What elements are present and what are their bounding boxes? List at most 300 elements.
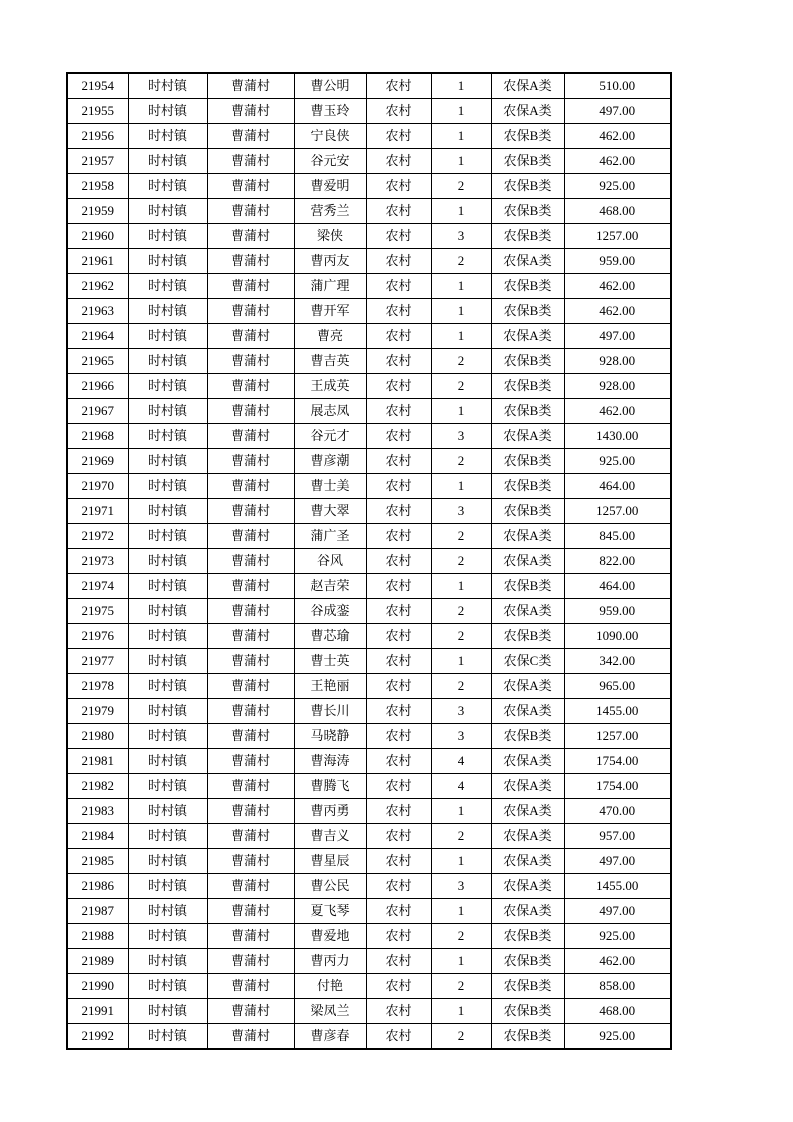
table-cell: 农保B类 xyxy=(491,1024,564,1050)
table-cell: 农村 xyxy=(366,124,431,149)
table-cell: 21957 xyxy=(67,149,128,174)
table-cell: 21981 xyxy=(67,749,128,774)
table-cell: 21970 xyxy=(67,474,128,499)
table-cell: 谷成銮 xyxy=(294,599,366,624)
table-cell: 925.00 xyxy=(564,449,671,474)
table-cell: 时村镇 xyxy=(128,524,207,549)
subsidy-table-body xyxy=(67,73,671,1049)
table-cell: 展志凤 xyxy=(294,399,366,424)
table-cell: 农保A类 xyxy=(491,324,564,349)
table-cell: 21960 xyxy=(67,224,128,249)
table-cell: 农保B类 xyxy=(491,299,564,324)
table-row xyxy=(67,174,671,199)
table-cell: 时村镇 xyxy=(128,724,207,749)
table-cell: 21977 xyxy=(67,649,128,674)
table-cell: 曹海涛 xyxy=(294,749,366,774)
table-cell: 农村 xyxy=(366,774,431,799)
table-cell: 农村 xyxy=(366,899,431,924)
table-cell: 农保A类 xyxy=(491,424,564,449)
table-cell: 曹蒲村 xyxy=(207,449,294,474)
table-cell: 曹爱地 xyxy=(294,924,366,949)
table-cell: 21964 xyxy=(67,324,128,349)
table-row xyxy=(67,749,671,774)
table-cell: 农保B类 xyxy=(491,274,564,299)
table-cell: 农保A类 xyxy=(491,899,564,924)
table-cell: 农保B类 xyxy=(491,949,564,974)
table-cell: 3 xyxy=(431,499,491,524)
table-cell: 1090.00 xyxy=(564,624,671,649)
table-cell: 2 xyxy=(431,599,491,624)
table-cell: 农保A类 xyxy=(491,874,564,899)
table-cell: 曹蒲村 xyxy=(207,824,294,849)
table-cell: 时村镇 xyxy=(128,73,207,99)
table-cell: 时村镇 xyxy=(128,974,207,999)
table-cell: 462.00 xyxy=(564,299,671,324)
table-cell: 2 xyxy=(431,174,491,199)
table-cell: 谷风 xyxy=(294,549,366,574)
table-row xyxy=(67,624,671,649)
table-row xyxy=(67,824,671,849)
table-row xyxy=(67,524,671,549)
table-cell: 曹士英 xyxy=(294,649,366,674)
table-cell: 时村镇 xyxy=(128,799,207,824)
table-cell: 845.00 xyxy=(564,524,671,549)
table-cell: 农保B类 xyxy=(491,474,564,499)
table-cell: 农村 xyxy=(366,73,431,99)
table-cell: 农保A类 xyxy=(491,599,564,624)
table-row xyxy=(67,974,671,999)
table-cell: 农村 xyxy=(366,974,431,999)
table-cell: 时村镇 xyxy=(128,399,207,424)
table-cell: 462.00 xyxy=(564,949,671,974)
table-cell: 1 xyxy=(431,999,491,1024)
table-cell: 曹蒲村 xyxy=(207,574,294,599)
table-cell: 1 xyxy=(431,124,491,149)
table-cell: 曹蒲村 xyxy=(207,149,294,174)
table-cell: 3 xyxy=(431,874,491,899)
table-cell: 农保A类 xyxy=(491,674,564,699)
table-cell: 曹蒲村 xyxy=(207,924,294,949)
table-cell: 曹蒲村 xyxy=(207,949,294,974)
table-row xyxy=(67,274,671,299)
table-cell: 农村 xyxy=(366,549,431,574)
table-cell: 时村镇 xyxy=(128,924,207,949)
table-cell: 农村 xyxy=(366,349,431,374)
table-cell: 农村 xyxy=(366,224,431,249)
table-row xyxy=(67,774,671,799)
table-cell: 21966 xyxy=(67,374,128,399)
table-cell: 曹丙友 xyxy=(294,249,366,274)
table-cell: 21963 xyxy=(67,299,128,324)
table-cell: 462.00 xyxy=(564,124,671,149)
table-cell: 曹蒲村 xyxy=(207,474,294,499)
table-cell: 曹长川 xyxy=(294,699,366,724)
table-cell: 1455.00 xyxy=(564,874,671,899)
table-cell: 21967 xyxy=(67,399,128,424)
table-cell: 曹蒲村 xyxy=(207,599,294,624)
table-row xyxy=(67,874,671,899)
table-cell: 925.00 xyxy=(564,924,671,949)
table-cell: 1 xyxy=(431,199,491,224)
table-cell: 农保A类 xyxy=(491,849,564,874)
table-cell: 农村 xyxy=(366,849,431,874)
table-cell: 农村 xyxy=(366,149,431,174)
table-row xyxy=(67,999,671,1024)
table-cell: 梁侠 xyxy=(294,224,366,249)
table-cell: 农村 xyxy=(366,424,431,449)
table-cell: 1 xyxy=(431,274,491,299)
table-cell: 1 xyxy=(431,849,491,874)
table-cell: 王成英 xyxy=(294,374,366,399)
table-cell: 农保A类 xyxy=(491,249,564,274)
table-cell: 2 xyxy=(431,824,491,849)
table-cell: 时村镇 xyxy=(128,574,207,599)
table-cell: 21972 xyxy=(67,524,128,549)
table-cell: 农村 xyxy=(366,924,431,949)
table-cell: 农村 xyxy=(366,274,431,299)
table-cell: 农保B类 xyxy=(491,174,564,199)
table-cell: 曹蒲村 xyxy=(207,649,294,674)
table-cell: 农保A类 xyxy=(491,799,564,824)
table-cell: 1 xyxy=(431,949,491,974)
table-cell: 曹蒲村 xyxy=(207,974,294,999)
table-cell: 4 xyxy=(431,749,491,774)
table-cell: 21990 xyxy=(67,974,128,999)
table-cell: 营秀兰 xyxy=(294,199,366,224)
table-cell: 农村 xyxy=(366,949,431,974)
table-row xyxy=(67,849,671,874)
table-cell: 822.00 xyxy=(564,549,671,574)
table-cell: 1430.00 xyxy=(564,424,671,449)
table-cell: 农村 xyxy=(366,599,431,624)
table-cell: 农村 xyxy=(366,99,431,124)
table-cell: 时村镇 xyxy=(128,99,207,124)
table-cell: 曹蒲村 xyxy=(207,174,294,199)
table-cell: 21958 xyxy=(67,174,128,199)
table-cell: 2 xyxy=(431,624,491,649)
table-cell: 曹蒲村 xyxy=(207,324,294,349)
table-cell: 21976 xyxy=(67,624,128,649)
table-cell: 1 xyxy=(431,149,491,174)
table-cell: 2 xyxy=(431,374,491,399)
table-cell: 农保B类 xyxy=(491,924,564,949)
table-cell: 农村 xyxy=(366,574,431,599)
table-cell: 时村镇 xyxy=(128,1024,207,1050)
table-cell: 时村镇 xyxy=(128,324,207,349)
table-cell: 农村 xyxy=(366,674,431,699)
table-cell: 马晓静 xyxy=(294,724,366,749)
table-cell: 曹蒲村 xyxy=(207,799,294,824)
table-cell: 21983 xyxy=(67,799,128,824)
table-cell: 2 xyxy=(431,249,491,274)
table-cell: 21962 xyxy=(67,274,128,299)
table-cell: 农保B类 xyxy=(491,724,564,749)
table-cell: 时村镇 xyxy=(128,449,207,474)
table-cell: 1 xyxy=(431,799,491,824)
table-cell: 21988 xyxy=(67,924,128,949)
table-cell: 470.00 xyxy=(564,799,671,824)
table-cell: 宁良侠 xyxy=(294,124,366,149)
table-cell: 农村 xyxy=(366,324,431,349)
table-cell: 农村 xyxy=(366,724,431,749)
table-cell: 1 xyxy=(431,649,491,674)
table-cell: 夏飞琴 xyxy=(294,899,366,924)
table-cell: 曹蒲村 xyxy=(207,1024,294,1050)
table-cell: 462.00 xyxy=(564,274,671,299)
table-cell: 曹丙勇 xyxy=(294,799,366,824)
table-cell: 1455.00 xyxy=(564,699,671,724)
table-cell: 3 xyxy=(431,724,491,749)
table-cell: 农保B类 xyxy=(491,374,564,399)
table-cell: 曹公民 xyxy=(294,874,366,899)
table-cell: 时村镇 xyxy=(128,899,207,924)
table-cell: 1 xyxy=(431,299,491,324)
table-cell: 1 xyxy=(431,324,491,349)
table-cell: 2 xyxy=(431,924,491,949)
table-cell: 曹蒲村 xyxy=(207,774,294,799)
table-cell: 时村镇 xyxy=(128,274,207,299)
subsidy-table xyxy=(66,72,672,1050)
table-cell: 曹蒲村 xyxy=(207,73,294,99)
table-cell: 农保B类 xyxy=(491,349,564,374)
table-cell: 曹亮 xyxy=(294,324,366,349)
table-cell: 农保A类 xyxy=(491,549,564,574)
table-cell: 曹爱明 xyxy=(294,174,366,199)
table-cell: 4 xyxy=(431,774,491,799)
table-cell: 曹丙力 xyxy=(294,949,366,974)
table-cell: 农村 xyxy=(366,199,431,224)
table-row xyxy=(67,549,671,574)
table-cell: 农村 xyxy=(366,524,431,549)
table-cell: 3 xyxy=(431,224,491,249)
table-row xyxy=(67,924,671,949)
table-cell: 曹彦潮 xyxy=(294,449,366,474)
table-cell: 曹腾飞 xyxy=(294,774,366,799)
table-cell: 858.00 xyxy=(564,974,671,999)
table-cell: 925.00 xyxy=(564,1024,671,1050)
table-cell: 农保B类 xyxy=(491,449,564,474)
table-cell: 农保B类 xyxy=(491,499,564,524)
table-cell: 曹蒲村 xyxy=(207,274,294,299)
table-cell: 农保A类 xyxy=(491,524,564,549)
table-row xyxy=(67,499,671,524)
table-cell: 时村镇 xyxy=(128,174,207,199)
table-cell: 梁凤兰 xyxy=(294,999,366,1024)
table-cell: 曹开军 xyxy=(294,299,366,324)
table-row xyxy=(67,699,671,724)
table-cell: 2 xyxy=(431,449,491,474)
table-cell: 蒲广圣 xyxy=(294,524,366,549)
table-cell: 1257.00 xyxy=(564,224,671,249)
table-cell: 农村 xyxy=(366,399,431,424)
table-cell: 时村镇 xyxy=(128,599,207,624)
table-cell: 21973 xyxy=(67,549,128,574)
table-cell: 曹蒲村 xyxy=(207,724,294,749)
table-cell: 时村镇 xyxy=(128,374,207,399)
table-cell: 曹蒲村 xyxy=(207,699,294,724)
table-cell: 468.00 xyxy=(564,999,671,1024)
table-cell: 曹玉玲 xyxy=(294,99,366,124)
table-cell: 曹蒲村 xyxy=(207,849,294,874)
table-cell: 时村镇 xyxy=(128,674,207,699)
table-cell: 464.00 xyxy=(564,474,671,499)
table-cell: 谷元才 xyxy=(294,424,366,449)
table-cell: 农保B类 xyxy=(491,149,564,174)
table-cell: 时村镇 xyxy=(128,224,207,249)
table-cell: 3 xyxy=(431,424,491,449)
table-cell: 2 xyxy=(431,674,491,699)
table-cell: 农村 xyxy=(366,474,431,499)
table-cell: 21954 xyxy=(67,73,128,99)
table-row xyxy=(67,124,671,149)
table-cell: 曹蒲村 xyxy=(207,424,294,449)
table-cell: 21959 xyxy=(67,199,128,224)
table-cell: 曹蒲村 xyxy=(207,199,294,224)
table-cell: 农村 xyxy=(366,249,431,274)
table-cell: 21971 xyxy=(67,499,128,524)
table-cell: 497.00 xyxy=(564,324,671,349)
table-cell: 时村镇 xyxy=(128,149,207,174)
table-cell: 时村镇 xyxy=(128,624,207,649)
table-cell: 21965 xyxy=(67,349,128,374)
table-row xyxy=(67,324,671,349)
table-cell: 农保B类 xyxy=(491,224,564,249)
table-cell: 赵吉荣 xyxy=(294,574,366,599)
table-cell: 曹蒲村 xyxy=(207,749,294,774)
table-cell: 农保A类 xyxy=(491,774,564,799)
table-cell: 曹蒲村 xyxy=(207,524,294,549)
table-row xyxy=(67,224,671,249)
table-cell: 曹蒲村 xyxy=(207,299,294,324)
table-cell: 曹蒲村 xyxy=(207,874,294,899)
table-cell: 曹蒲村 xyxy=(207,624,294,649)
table-cell: 曹公明 xyxy=(294,73,366,99)
table-row xyxy=(67,249,671,274)
table-cell: 曹蒲村 xyxy=(207,399,294,424)
table-cell: 谷元安 xyxy=(294,149,366,174)
table-cell: 342.00 xyxy=(564,649,671,674)
table-cell: 农保A类 xyxy=(491,699,564,724)
table-cell: 农村 xyxy=(366,999,431,1024)
table-cell: 1257.00 xyxy=(564,724,671,749)
table-cell: 1 xyxy=(431,73,491,99)
table-row xyxy=(67,99,671,124)
table-cell: 21974 xyxy=(67,574,128,599)
table-cell: 时村镇 xyxy=(128,499,207,524)
table-cell: 曹芯瑜 xyxy=(294,624,366,649)
table-row xyxy=(67,599,671,624)
table-cell: 464.00 xyxy=(564,574,671,599)
table-cell: 蒲广理 xyxy=(294,274,366,299)
table-row xyxy=(67,399,671,424)
table-cell: 曹星辰 xyxy=(294,849,366,874)
table-cell: 曹蒲村 xyxy=(207,124,294,149)
table-cell: 510.00 xyxy=(564,73,671,99)
table-cell: 965.00 xyxy=(564,674,671,699)
table-row xyxy=(67,899,671,924)
table-cell: 1 xyxy=(431,99,491,124)
table-cell: 2 xyxy=(431,349,491,374)
table-cell: 农保B类 xyxy=(491,199,564,224)
table-cell: 21969 xyxy=(67,449,128,474)
table-cell: 时村镇 xyxy=(128,824,207,849)
table-cell: 21982 xyxy=(67,774,128,799)
table-cell: 农保B类 xyxy=(491,399,564,424)
table-cell: 21989 xyxy=(67,949,128,974)
table-cell: 曹蒲村 xyxy=(207,99,294,124)
table-cell: 497.00 xyxy=(564,899,671,924)
table-row xyxy=(67,73,671,99)
table-cell: 21979 xyxy=(67,699,128,724)
table-row xyxy=(67,199,671,224)
table-cell: 农村 xyxy=(366,699,431,724)
table-cell: 农村 xyxy=(366,649,431,674)
table-cell: 曹蒲村 xyxy=(207,899,294,924)
table-cell: 农村 xyxy=(366,799,431,824)
table-cell: 497.00 xyxy=(564,849,671,874)
table-cell: 曹蒲村 xyxy=(207,349,294,374)
table-row xyxy=(67,149,671,174)
table-cell: 农村 xyxy=(366,449,431,474)
table-cell: 农保A类 xyxy=(491,749,564,774)
table-cell: 农保B类 xyxy=(491,974,564,999)
table-cell: 928.00 xyxy=(564,349,671,374)
table-cell: 21992 xyxy=(67,1024,128,1050)
table-cell: 农村 xyxy=(366,374,431,399)
table-cell: 21984 xyxy=(67,824,128,849)
table-cell: 21975 xyxy=(67,599,128,624)
table-row xyxy=(67,424,671,449)
table-cell: 时村镇 xyxy=(128,199,207,224)
table-cell: 957.00 xyxy=(564,824,671,849)
table-cell: 农保A类 xyxy=(491,99,564,124)
table-cell: 21956 xyxy=(67,124,128,149)
table-cell: 曹彦春 xyxy=(294,1024,366,1050)
table-cell: 农保A类 xyxy=(491,824,564,849)
table-cell: 曹蒲村 xyxy=(207,374,294,399)
table-cell: 时村镇 xyxy=(128,849,207,874)
table-cell: 曹士美 xyxy=(294,474,366,499)
table-cell: 1 xyxy=(431,474,491,499)
table-cell: 时村镇 xyxy=(128,749,207,774)
table-cell: 3 xyxy=(431,699,491,724)
table-cell: 1754.00 xyxy=(564,749,671,774)
table-cell: 462.00 xyxy=(564,149,671,174)
table-cell: 时村镇 xyxy=(128,649,207,674)
table-cell: 曹吉英 xyxy=(294,349,366,374)
table-cell: 曹蒲村 xyxy=(207,224,294,249)
table-cell: 21978 xyxy=(67,674,128,699)
table-cell: 462.00 xyxy=(564,399,671,424)
table-cell: 21980 xyxy=(67,724,128,749)
table-cell: 959.00 xyxy=(564,249,671,274)
table-cell: 2 xyxy=(431,524,491,549)
table-cell: 农村 xyxy=(366,749,431,774)
table-cell: 农保B类 xyxy=(491,624,564,649)
table-cell: 时村镇 xyxy=(128,299,207,324)
table-cell: 农保A类 xyxy=(491,73,564,99)
table-cell: 1 xyxy=(431,574,491,599)
table-cell: 2 xyxy=(431,974,491,999)
table-cell: 农村 xyxy=(366,824,431,849)
table-cell: 农村 xyxy=(366,299,431,324)
table-cell: 时村镇 xyxy=(128,474,207,499)
table-row xyxy=(67,299,671,324)
table-cell: 21987 xyxy=(67,899,128,924)
table-row xyxy=(67,449,671,474)
table-cell: 1 xyxy=(431,399,491,424)
table-cell: 21961 xyxy=(67,249,128,274)
